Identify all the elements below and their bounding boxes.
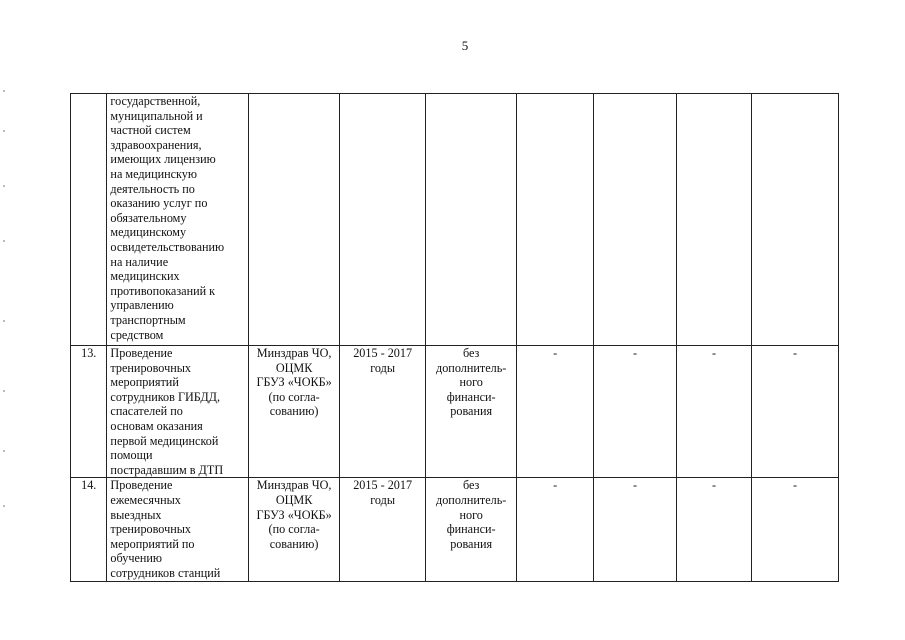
value-cell: -	[677, 346, 752, 478]
value-cell	[594, 94, 677, 346]
executor-cell	[249, 94, 340, 346]
page-number: 5	[461, 38, 469, 53]
period-cell	[340, 94, 426, 346]
measure-description: государственной, муниципальной и частной систем здравоохранения, имеющих лицензию на медицинскую деятельность по оказанию услуг по обязательному медицинскому освидетельствованию на наличие медицинских противопоказаний к управлению транспортным средством	[107, 94, 249, 346]
financing-cell: без дополнитель- ного финанси- рования	[426, 346, 517, 478]
measures-table	[70, 93, 839, 582]
executor-cell: Минздрав ЧО, ОЦМК ГБУЗ «ЧОКБ» (по согла- сованию)	[249, 346, 340, 478]
value-cell: -	[751, 346, 838, 478]
value-cell	[677, 94, 752, 346]
measure-description: Проведение тренировочных мероприятий сотрудников ГИБДД, спасателей по основам оказания первой медицинской помощи пострадавшим в ДТП	[107, 346, 249, 478]
measure-description: Проведение ежемесячных выездных тренировочных мероприятий по обучению сотрудников станций	[107, 478, 249, 581]
table-row	[71, 346, 839, 478]
value-cell: -	[594, 478, 677, 581]
value-cell: -	[677, 478, 752, 581]
financing-cell: без дополнитель- ного финанси- рования	[426, 478, 517, 581]
row-number: 13.	[71, 346, 107, 478]
period-cell: 2015 - 2017 годы	[340, 346, 426, 478]
table-row	[71, 94, 839, 346]
financing-cell	[426, 94, 517, 346]
row-number: 14.	[71, 478, 107, 581]
period-cell: 2015 - 2017 годы	[340, 478, 426, 581]
value-cell: -	[517, 478, 594, 581]
value-cell	[517, 94, 594, 346]
table-row	[71, 478, 839, 581]
executor-cell: Минздрав ЧО, ОЦМК ГБУЗ «ЧОКБ» (по согла- сованию)	[249, 478, 340, 581]
value-cell: -	[751, 478, 838, 581]
value-cell	[751, 94, 838, 346]
value-cell: -	[517, 346, 594, 478]
scan-margin-marks	[3, 90, 7, 510]
row-number	[71, 94, 107, 346]
value-cell: -	[594, 346, 677, 478]
